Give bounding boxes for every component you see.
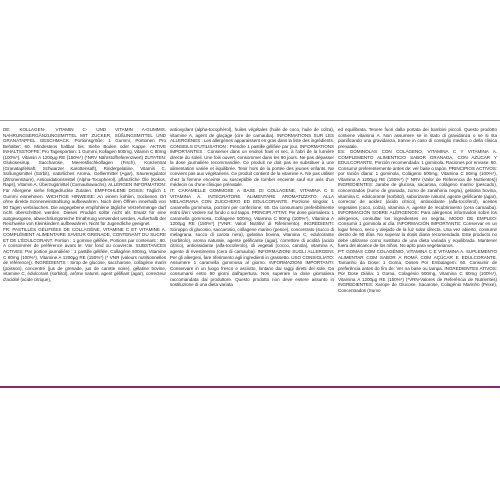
paragraph-fr: FR: PASTILLES GÉLIFIÉES DE COLLAGÈNE, VITAMINE C ET VITAMINE A. COMPLÉMENT ALIMENTAIRE SAVEUR GRENADE, CONTENANT DU SUCRE ET DE L'ÉDULCORANT. Portion : 1 gomme gélifiée, Portions par contenant : 60. A consommer de préférence avant le: Voir fond ou couvercle. SUBSTANCES ACTIVES: Par portion journalière : 1 pastille gélifiée, Collagène 500mg, Vitamine C 80mg (100%*), Vitamine A 1200µg RE (150%*) (* VNR (valeurs nutritionnelles de référence)). INGRÉDIENTS : Sirop de glucose, saccharose, collagène marin (poisson), concentré (jus de grenade, jus de carotte noire), gélatine bovine, vitamine C, édulcorant (sorbitol), arôme naturel, agent gélifiant (agar), correcteur d'acidité (acide citrique), — [3, 226, 166, 282]
paragraph-it-continued: ed equilibrata. Tenere fuori dalla portata dei bambini piccoli. Questo prodotto contiene vitamina A. Non assumere se in stato di gravidanza o se si sta pianificando una gravidanza, tranne in caso di consiglio medico o della clinica prenatale. — [338, 127, 497, 149]
paragraph-de: DE: KOLLAGEN-, VITAMIN C- UND VITAMIN A-GUMMIS. NAHRUNGSERGÄNZUNGSMITTEL MIT ZUCKER, SÜßUNGSMITTEL UND GRANATAPFEL GESCHMACK. Portionsgröße: 1 Gummi, Portionen Pro Behälter: 60. Mindestens haltbar bis: Siehe Boden oder Kappe. AKTIVE INHALTSSTOFFE: Pro Tagesportion: 1 Gummi, Kollagen 500mg, Vitamin C 80mg (100%*), Vitamin A 1200µg RE (150%*) (*NRV Nährstoffreferenzwert) ZUTATEN: Glukosesirup, Saccharose, Meeresfischkollagen (Fisch), Konzentrat (Granatapfelsaft, Schwarzer Karottensaft), Rindergelatine, Vitamin C, Süßungsmittel (Sorbit), natürliches Aroma, Gelliermittel (Agar), Säureregulator (Zitronensäure), Antioxidationsmittel (Alpha-Tocopherol), pflanzliche Öle (Kokos, Raps), Vitamin A, Überzugsmittel (Carnaubawachs). ALLERGEN INFORMATION: Für Allergene siehe fettgedruckte Zutaten. EMPFOHLENE DOSIS: Täglich 1 Gummi einnehmen. WICHTIGE HINWEISE: An einem kühlen, trockenen Ort ohne direkte Sonneneinstrahlung aufbewahren. Nach dem Öffnen innerhalb von 90 Tagen verbrauchen. Die angegebene empfohlene tägliche Verzehrmenge darf nicht überschritten werden. Dieses Produkt sollte nicht als Ersatz für eine ausgewogene, abwechslungsreiche Ernährung verwendet werden. Außerhalb der Reichweite von Kleinkindern aufbewahren. Nicht für Jugendliche geeignet. — [3, 127, 166, 227]
paragraph-fr-continued: antioxydant (alpha-tocophérol), huiles végétales (huile de coco, huile de colza), vitamine A, agent de glaçage (cire de carnauba). INFORMATIONS SUR LES ALLERGÈNES : Les allergènes apparaissent en gras dans la liste des ingrédients. CONSEILS D'UTILISATION : Prendre 1 pastille gélifiée par jour. INFORMATIONS IMPORTANTES : Conserver dans un endroit frais et sec, à l'abri de la lumière directe du soleil. Une fois ouvert, consommer dans les 90 jours. Ne pas dépasser la dose journalière recommandée. Ce produit ne doit pas se substituer à une alimentation variée et équilibrée. Tenir hors de la portée des jeunes enfants. Ne convient pas aux végétariens. Ce produit contient de la vitamine A. Ne pas utiliser chez la femme enceinte ou susceptible de tomber enceinte sauf sur avis d'un médecin ou d'une clinique prénatale. — [170, 127, 334, 188]
paragraph-es: ES: GOMINOLAS CON COLÁGENO, VITAMINA C Y VITAMINA A. COMPLEMENTO ALIMENTICIO SABOR GRANADA, CON AZÚCAR Y EDULCORANTE. Porción recomendada: 1 gominola, Raciones por envase: 60. Consumir preferentemente antes de: ver base o tapón. PRINCIPIOS ACTIVOS: por ración diaria: 1 gominola, Colágeno 500mg, Vitamina C 80mg (100%*), Vitamina A 1200µg RE (150%*) (* NRV (Valor de Referencia de Nutrientes)) INGREDIENTES: Jarabe de glucosa, sacarosa, colágeno marino (pescado), concentrados (zumo de granada, zumo de zanahoria negra), gelatina bovina, vitamina C, edulcorante (sorbitol), saborizante natural, agente gelificante (agar), corrector de acidez (ácido cítrico), antioxidante (alfa-tocoferol), aceites vegetales (coco, colza), vitamina A, agente de recubrimiento (cera carnauba). INFORMACIÓN SOBRE ALÉRGENOS: Para alérgenos informados sobre los alérgenos, consultar los ingredientes en negrita. MODO DE EMPLEO: Consumir 1 gominola al día. INFORMACIÓN IMPORTANTE: Conservar en un lugar fresco, seco y alejado de la luz solar directa. Una vez abierto, consumir dentro de 90 días. No superar la dosis diaria recomendada. Este producto no debe utilizarse como sustituto de una dieta variada y equilibrada. Mantener fuera del alcance de los niños. No apto para vegetarianos. — [338, 149, 497, 249]
paragraph-it: IT: CARAMELLE GOMMOSE A BASE DI COLLAGENE, VITAMINA C E VITAMINA A. INTEGRATORE ALIMENTARE AROMATIZZATO ALLA MELAGRANA CON ZUCCHERO ED EDULCORANTE. Porzione singola: 1 caramella gommosa, porzioni per confezione: 60. Da consumarsi preferibilmente entro il/en: vedere sul fondo o sul tappo. PRINCIPI ATTIVI: Per dose giornaliera: 1 caramella gommosa, Collagene 500mg, Vitamina C 80mg (100%*), Vitamina A 1200µg RE (150%*) (*VNR: Valori Nutritivi di Riferimento). INGREDIENTI: Sciroppo di glucosio, saccarosio, collagene marino (pesce), concentrato (succo di melagrana, succo di carota nera), gelatina bovina, vitamina C, edulcorante (sorbitolo), aroma naturale, agente gelificante (agar), correttore di acidità (acido citrico), antiossidante (alfa-tocoferolo), oli vegetali (cocco, canola), vitamina A, agente di rivestimento (cera di carnauba). INFORMAZIONI SUGLI ALLERGENI: Per gli allergeni, fare riferimento agli ingredienti in grassetto. USO CONSIGLIATO: Assumere 1 caramella gommosa al giorno. INFORMAZIONI IMPORTANTI: Conservare in un luogo fresco e asciutto, lontano dai raggi diretti del sole. Da consumarsi entro 90 giorni dall'apertura. Non superare la dose giornaliera raccomandata dal produttore. Questo prodotto non deve essere assunto in sostituzione di una dieta variata — [170, 188, 334, 288]
paragraph-pt: PT: GOMAS COM COLAGÉNIO, VITAMINA C E VITAMINA A. SUPLEMENTO ALIMENTAR COM SABOR A ROMÃ COM AÇÚCAR E EDULCORANTE. Tamanho da Dose: 1 Goma, Doses Por Embalagem: 60. Consumir de preferência antes do fim de: Ver na base ou tampa. INGREDIENTES ATIVOS: Por Dose Diária: 1 Goma, Colagénio 500mg, Vitamina C 80mg (100%*), Vitamina A 1200µg RE (150%*) (*VRN-Valores de Referência de Nutrientes) INGREDIENTES: Xarope de Glucose, Sacarose, Colagénio Marinho (Peixe), Concentrados (Sumo — [338, 249, 497, 293]
multilingual-label-text — [0, 127, 500, 383]
text-column-1 — [3, 127, 166, 383]
text-column-2 — [170, 127, 334, 383]
text-column-3 — [338, 127, 497, 383]
label-text-panel — [0, 120, 500, 388]
